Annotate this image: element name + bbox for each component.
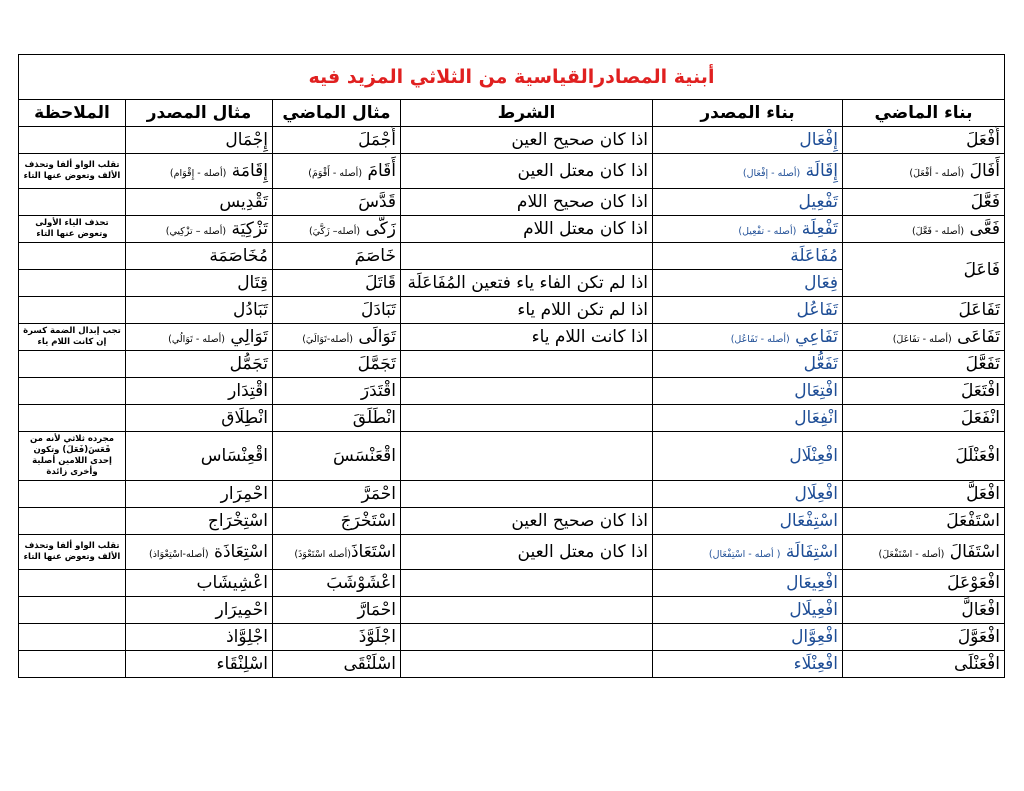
masdar-pattern-cell: تَفْعِيل: [653, 189, 843, 216]
note-cell: [18, 624, 125, 651]
past-pattern-cell: أَفْعَلَ: [843, 127, 1005, 154]
past-example-cell: قَدَّسَ: [273, 189, 401, 216]
condition-cell: اذا كانت اللام ياء: [401, 324, 653, 351]
note-cell: مجرده ثلاثي لأنه من قَعَسَ(فَعَلَ) وتكون إحدى اللامين أصلية وأخرى زائدة: [18, 432, 125, 481]
past-example-cell: احْمَارَّ: [273, 597, 401, 624]
header-past-pattern: بناء الماضي: [843, 100, 1005, 127]
masdar-example-cell: قِتَال: [126, 270, 273, 297]
condition-cell: [401, 351, 653, 378]
masdar-pattern-cell: اسْتِفْعَال: [653, 508, 843, 535]
past-example-cell: قَاتَلَ: [273, 270, 401, 297]
masdar-example-cell: اسْتِعَاذَة (أصله-اسْتِعْوَاذ): [126, 535, 273, 570]
masdar-example-cell: انْطِلَاق: [126, 405, 273, 432]
past-example-cell: اسْتَخْرَجَ: [273, 508, 401, 535]
table-row: [18, 624, 1004, 651]
note-cell: [18, 351, 125, 378]
masdar-example-cell: اسْلِنْقَاء: [126, 651, 273, 678]
condition-cell: اذا لم تكن الفاء ياء فتعين المُفَاعَلَة: [401, 270, 653, 297]
table-row: [18, 127, 1004, 154]
masdar-example-cell: اقْتِدَار: [126, 378, 273, 405]
masdar-example-cell: مُخَاصَمَة: [126, 243, 273, 270]
past-pattern-cell: تَفَاعَى (أصله - تفَاعَلَ): [843, 324, 1005, 351]
past-pattern-cell: افْعَالَّ: [843, 597, 1005, 624]
note-cell: [18, 570, 125, 597]
table-row: [18, 189, 1004, 216]
masdar-pattern-cell: تَفَاعِي (أصله - تَفَاعُل): [653, 324, 843, 351]
condition-cell: [401, 405, 653, 432]
note-cell: [18, 481, 125, 508]
condition-cell: اذا كان صحيح العين: [401, 508, 653, 535]
masdar-pattern-cell: إِفْعَال: [653, 127, 843, 154]
masdar-pattern-cell: اسْتِفَالَة ( أصله - اسْتِفْعَال): [653, 535, 843, 570]
past-pattern-cell: افْعَنْلَلَ: [843, 432, 1005, 481]
masdar-pattern-cell: فِعَال: [653, 270, 843, 297]
table-row: [18, 324, 1004, 351]
sheet: [19, 54, 1005, 678]
condition-cell: [401, 432, 653, 481]
masdar-example-cell: تَقْدِيس: [126, 189, 273, 216]
note-cell: [18, 127, 125, 154]
condition-cell: [401, 481, 653, 508]
past-pattern-cell: اسْتَفَالَ (أصله - اسْتَفْعَلَ): [843, 535, 1005, 570]
past-example-cell: اجْلَوَّذَ: [273, 624, 401, 651]
condition-cell: [401, 597, 653, 624]
masdar-pattern-cell: مُفَاعَلَة: [653, 243, 843, 270]
condition-cell: اذا كان معتل اللام: [401, 216, 653, 243]
past-pattern-cell: انْفَعَلَ: [843, 405, 1005, 432]
table-title: أبنية المصادرالقياسية من الثلاثي المزيد فيه: [18, 55, 1004, 100]
masdar-pattern-cell: افْعِيعَال: [653, 570, 843, 597]
past-pattern-cell: افْعَوْعَلَ: [843, 570, 1005, 597]
table-row: [18, 351, 1004, 378]
masdar-example-cell: اقْعِنْسَاس: [126, 432, 273, 481]
condition-cell: اذا كان صحيح اللام: [401, 189, 653, 216]
masdar-pattern-cell: تَفَاعُل: [653, 297, 843, 324]
masdar-pattern-cell: تَفَعُّل: [653, 351, 843, 378]
note-cell: [18, 243, 125, 270]
note-cell: [18, 508, 125, 535]
condition-cell: [401, 243, 653, 270]
past-example-cell: زَكَّى (أصله– زَكَّيَ): [273, 216, 401, 243]
past-example-cell: اسْتَعَاذَ(أصله اسْتَعْوَذَ): [273, 535, 401, 570]
header-note: الملاحظة: [18, 100, 125, 127]
masdar-pattern-cell: انْفِعَال: [653, 405, 843, 432]
table-row: [18, 535, 1004, 570]
header-masdar-example: مثال المصدر: [126, 100, 273, 127]
header-masdar-pattern: بناء المصدر: [653, 100, 843, 127]
condition-cell: اذا لم تكن اللام ياء: [401, 297, 653, 324]
past-example-cell: اعْشَوْشَبَ: [273, 570, 401, 597]
masdar-example-cell: اجْلِوَّاذ: [126, 624, 273, 651]
condition-cell: اذا كان معتل العين: [401, 154, 653, 189]
masdar-example-cell: إِقَامَة (أصله - إِقْوَام): [126, 154, 273, 189]
table-row: [18, 597, 1004, 624]
note-cell: [18, 597, 125, 624]
past-pattern-cell: اسْتَفْعَلَ: [843, 508, 1005, 535]
past-example-cell: اسْلَنْقَى: [273, 651, 401, 678]
table-row: [18, 432, 1004, 481]
masdar-pattern-cell: افْعِنْلَاء: [653, 651, 843, 678]
masdar-pattern-cell: افْتِعَال: [653, 378, 843, 405]
header-past-example: مثال الماضي: [273, 100, 401, 127]
condition-cell: اذا كان صحيح العين: [401, 127, 653, 154]
past-example-cell: تَبَادَلَ: [273, 297, 401, 324]
note-cell: تحذف الياء الأولى وتعوض عنها التاء: [18, 216, 125, 243]
table-row: [18, 243, 1004, 270]
masdar-pattern-cell: إِقَالَة (أصله - إفْعَال): [653, 154, 843, 189]
masdar-example-cell: تَزْكِيَة (أصله – تزْكِيي): [126, 216, 273, 243]
masdar-pattern-cell: تَفْعِلَة (أصله - تفْعِيل): [653, 216, 843, 243]
note-cell: تقلب الواو ألفا وتحذف الألف وتعوض عنها التاء: [18, 154, 125, 189]
header-condition: الشرط: [401, 100, 653, 127]
table-row: [18, 405, 1004, 432]
note-cell: تجب إبدال الضمة كسرة إن كانت اللام ياء: [18, 324, 125, 351]
masdar-example-cell: اسْتِخْرَاج: [126, 508, 273, 535]
note-cell: [18, 651, 125, 678]
past-example-cell: تَجَمَّلَ: [273, 351, 401, 378]
masdar-example-cell: إِجْمَال: [126, 127, 273, 154]
past-example-cell: انْطَلَقَ: [273, 405, 401, 432]
header-row: [18, 100, 1004, 127]
past-pattern-cell: تَفَعَّلَ: [843, 351, 1005, 378]
condition-cell: [401, 570, 653, 597]
condition-cell: اذا كان معتل العين: [401, 535, 653, 570]
note-cell: [18, 297, 125, 324]
note-cell: [18, 270, 125, 297]
masdar-example-cell: احْمِيرَار: [126, 597, 273, 624]
table-row: [18, 508, 1004, 535]
condition-cell: [401, 651, 653, 678]
masdar-example-cell: تَوَالِي (أصله - تَوَالُي): [126, 324, 273, 351]
past-pattern-cell: فَعَّى (أصله - فَعَّلَ): [843, 216, 1005, 243]
condition-cell: [401, 624, 653, 651]
note-cell: [18, 189, 125, 216]
masdar-example-cell: احْمِرَار: [126, 481, 273, 508]
past-pattern-cell: تَفَاعَلَ: [843, 297, 1005, 324]
table-row: [18, 216, 1004, 243]
table-row: [18, 570, 1004, 597]
note-cell: تقلب الواو ألفا وتحذف الألف وتعوض عنها التاء: [18, 535, 125, 570]
past-pattern-cell: افْعَوَّلَ: [843, 624, 1005, 651]
table-row: [18, 481, 1004, 508]
masdar-example-cell: تَجَمُّل: [126, 351, 273, 378]
condition-cell: [401, 378, 653, 405]
table-row: [18, 651, 1004, 678]
past-example-cell: أَقَامَ (أصله - أَقْوَمَ): [273, 154, 401, 189]
past-example-cell: اقْتَدَرَ: [273, 378, 401, 405]
masdar-table: [18, 54, 1005, 678]
past-example-cell: احْمَرَّ: [273, 481, 401, 508]
past-pattern-cell: افْعَنْلَى: [843, 651, 1005, 678]
masdar-example-cell: اعْشِيشَاب: [126, 570, 273, 597]
past-pattern-cell: افْتَعَلَ: [843, 378, 1005, 405]
past-example-cell: تَوَالَى (أصله-تَوَالَيَ): [273, 324, 401, 351]
past-example-cell: أَجْمَلَ: [273, 127, 401, 154]
past-pattern-cell: فَاعَلَ: [843, 243, 1005, 297]
table-row: [18, 378, 1004, 405]
masdar-pattern-cell: افْعِلَال: [653, 481, 843, 508]
table-row: [18, 297, 1004, 324]
past-example-cell: اقْعَنْسَسَ: [273, 432, 401, 481]
table-row: [18, 154, 1004, 189]
past-example-cell: خَاصَمَ: [273, 243, 401, 270]
note-cell: [18, 405, 125, 432]
masdar-pattern-cell: افْعِوَّال: [653, 624, 843, 651]
past-pattern-cell: فَعَّلَ: [843, 189, 1005, 216]
past-pattern-cell: افْعَلَّ: [843, 481, 1005, 508]
past-pattern-cell: أَفَالَ (أصله - أفْعَلَ): [843, 154, 1005, 189]
note-cell: [18, 378, 125, 405]
masdar-example-cell: تَبَادُل: [126, 297, 273, 324]
masdar-pattern-cell: افْعِيلَال: [653, 597, 843, 624]
masdar-pattern-cell: افْعِنْلَال: [653, 432, 843, 481]
